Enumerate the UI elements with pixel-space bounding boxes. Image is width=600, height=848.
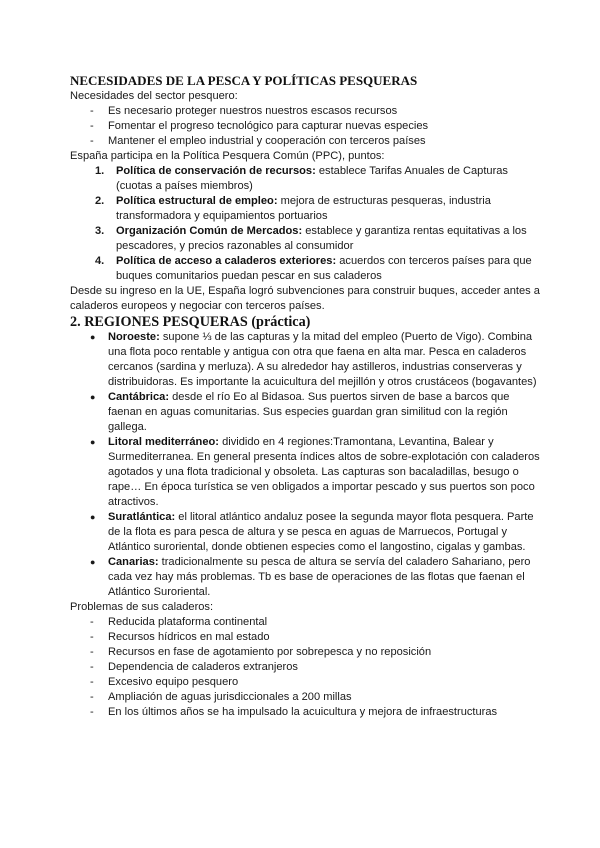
region-item: [70, 390, 540, 435]
policies-list: [70, 164, 540, 284]
regions-list: [70, 330, 540, 600]
region-text: el litoral atlántico andaluz posee la segunda mayor flota pesquera. Parte de la flota es para pesca de altura y se pesca en aguas de Marruecos, Portugal y Atlántico suroriental, donde obtienen especies como el langostino, cigalas y gambas.: [108, 511, 534, 553]
policy-item: [70, 254, 540, 284]
needs-item: - Fomentar el progreso tecnológico para capturar nuevas especies: [70, 119, 540, 134]
region-term: Litoral mediterráneo:: [108, 436, 219, 448]
page-title: NECESIDADES DE LA PESCA Y POLÍTICAS PESQUERAS: [70, 73, 418, 88]
region-item: [70, 435, 540, 510]
policy-text: acuerdos con terceros países para que buques comunitarios puedan pescar en sus caladeros: [116, 255, 532, 282]
policy-number: 1.: [95, 165, 105, 177]
policy-term: Política de acceso a caladeros exteriores:: [116, 255, 337, 267]
policy-number: 4.: [95, 255, 105, 267]
region-text: supone ⅓ de las capturas y la mitad del empleo (Puerto de Vigo). Combina una flota poco rentable y antigua con otra que faena en alta mar. Pesca en caladeros cercanos (sardina y merluza). A su alrededor hay astilleros, industrias conserveras y distribuidoras. Es importante la acuicultura del mejillón y otros crustáceos (bogavantes): [108, 331, 537, 388]
problem-item: - Reducida plataforma continental: [70, 615, 540, 630]
eu-paragraph: Desde su ingreso en la UE, España logró subvenciones para construir buques, acceder antes a caladeros europeos y negociar con terceros países.: [70, 285, 540, 312]
policy-term: Organización Común de Mercados:: [116, 225, 303, 237]
region-text: desde el río Eo al Bidasoa. Sus puertos sirven de base a barcos que faenan en aguas comunitarias. Sus especies guardan gran similitud con la región gallega.: [108, 391, 510, 433]
policy-term: Política de conservación de recursos:: [116, 165, 316, 177]
region-term: Suratlántica:: [108, 511, 176, 523]
region-term: Noroeste:: [108, 331, 160, 343]
problem-item: - Dependencia de caladeros extranjeros: [70, 660, 540, 675]
section-2-title: 2. REGIONES PESQUERAS (práctica): [70, 314, 311, 330]
problem-item: - Recursos hídricos en mal estado: [70, 630, 540, 645]
problem-item: - Excesivo equipo pesquero: [70, 675, 540, 690]
region-item: [70, 330, 540, 390]
problems-intro: Problemas de sus caladeros:: [70, 601, 214, 613]
problem-item: - En los últimos años se ha impulsado la acuicultura y mejora de infraestructuras: [70, 705, 540, 720]
policy-term: Política estructural de empleo:: [116, 195, 278, 207]
policy-text: mejora de estructuras pesqueras, industria transformadora y equipamientos portuarios: [116, 195, 491, 222]
region-item: [70, 555, 540, 600]
policy-item: [70, 164, 540, 194]
policy-number: 2.: [95, 195, 105, 207]
problem-item: - Recursos en fase de agotamiento por sobrepesca y no reposición: [70, 645, 540, 660]
needs-item: - Es necesario proteger nuestros nuestros escasos recursos: [70, 104, 540, 119]
policy-text: establece Tarifas Anuales de Capturas (cuotas a países miembros): [116, 165, 508, 192]
ppc-intro: España participa en la Política Pesquera Común (PPC), puntos:: [70, 150, 385, 162]
problem-item: - Ampliación de aguas jurisdiccionales a 200 millas: [70, 690, 540, 705]
needs-list: [70, 104, 540, 149]
problems-list: [70, 615, 540, 720]
region-item: [70, 510, 540, 555]
document-page: [70, 70, 540, 720]
needs-intro: Necesidades del sector pesquero:: [70, 90, 238, 102]
policy-text: establece y garantiza rentas equitativas a los pescadores, y precios razonables al consumidor: [116, 225, 527, 252]
policy-item: [70, 224, 540, 254]
policy-number: 3.: [95, 225, 105, 237]
region-text: tradicionalmente su pesca de altura se servía del caladero Sahariano, pero cada vez hay más problemas. Tb es base de operaciones de las flotas que faenan el Atlántico Suroriental.: [108, 556, 531, 598]
region-term: Canarias:: [108, 556, 159, 568]
needs-item: - Mantener el empleo industrial y cooperación con terceros países: [70, 134, 540, 149]
policy-item: [70, 194, 540, 224]
region-term: Cantábrica:: [108, 391, 170, 403]
region-text: dividido en 4 regiones:Tramontana, Levantina, Balear y Surmediterranea. En general presenta índices altos de sobre-explotación con caladeros agotados y una flota tradicional y obsoleta. Las capturas son bacaladillas, besugo o rape… En época turística se ven obligados a importar pescado y sus puertos son poco atractivos.: [108, 436, 540, 508]
